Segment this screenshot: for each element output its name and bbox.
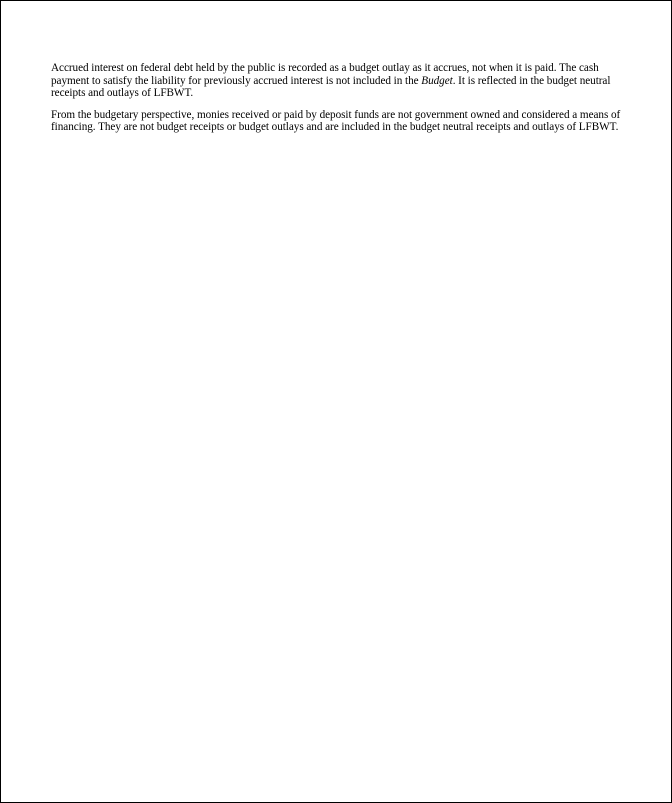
document-body bbox=[51, 62, 623, 143]
paragraph-text: Accrued interest on federal debt held by the public is recorded as a budget outlay as it accrues, not when it is paid. The cash payment to satisfy the liability for previously accrued interest is not included in the bbox=[51, 62, 599, 87]
budget-emphasis: Budget bbox=[421, 74, 453, 87]
paragraph-text: . It is reflected in the budget neutral receipts and outlays of LFBWT. bbox=[51, 74, 611, 100]
paragraph-deposit-funds: From the budgetary perspective, monies received or paid by deposit funds are not government owned and considered a means of financing. They are not budget receipts or budget outlays and are included in the budget neutral receipts and outlays of LFBWT. bbox=[51, 108, 621, 134]
paragraph-accrued-interest bbox=[51, 62, 623, 100]
